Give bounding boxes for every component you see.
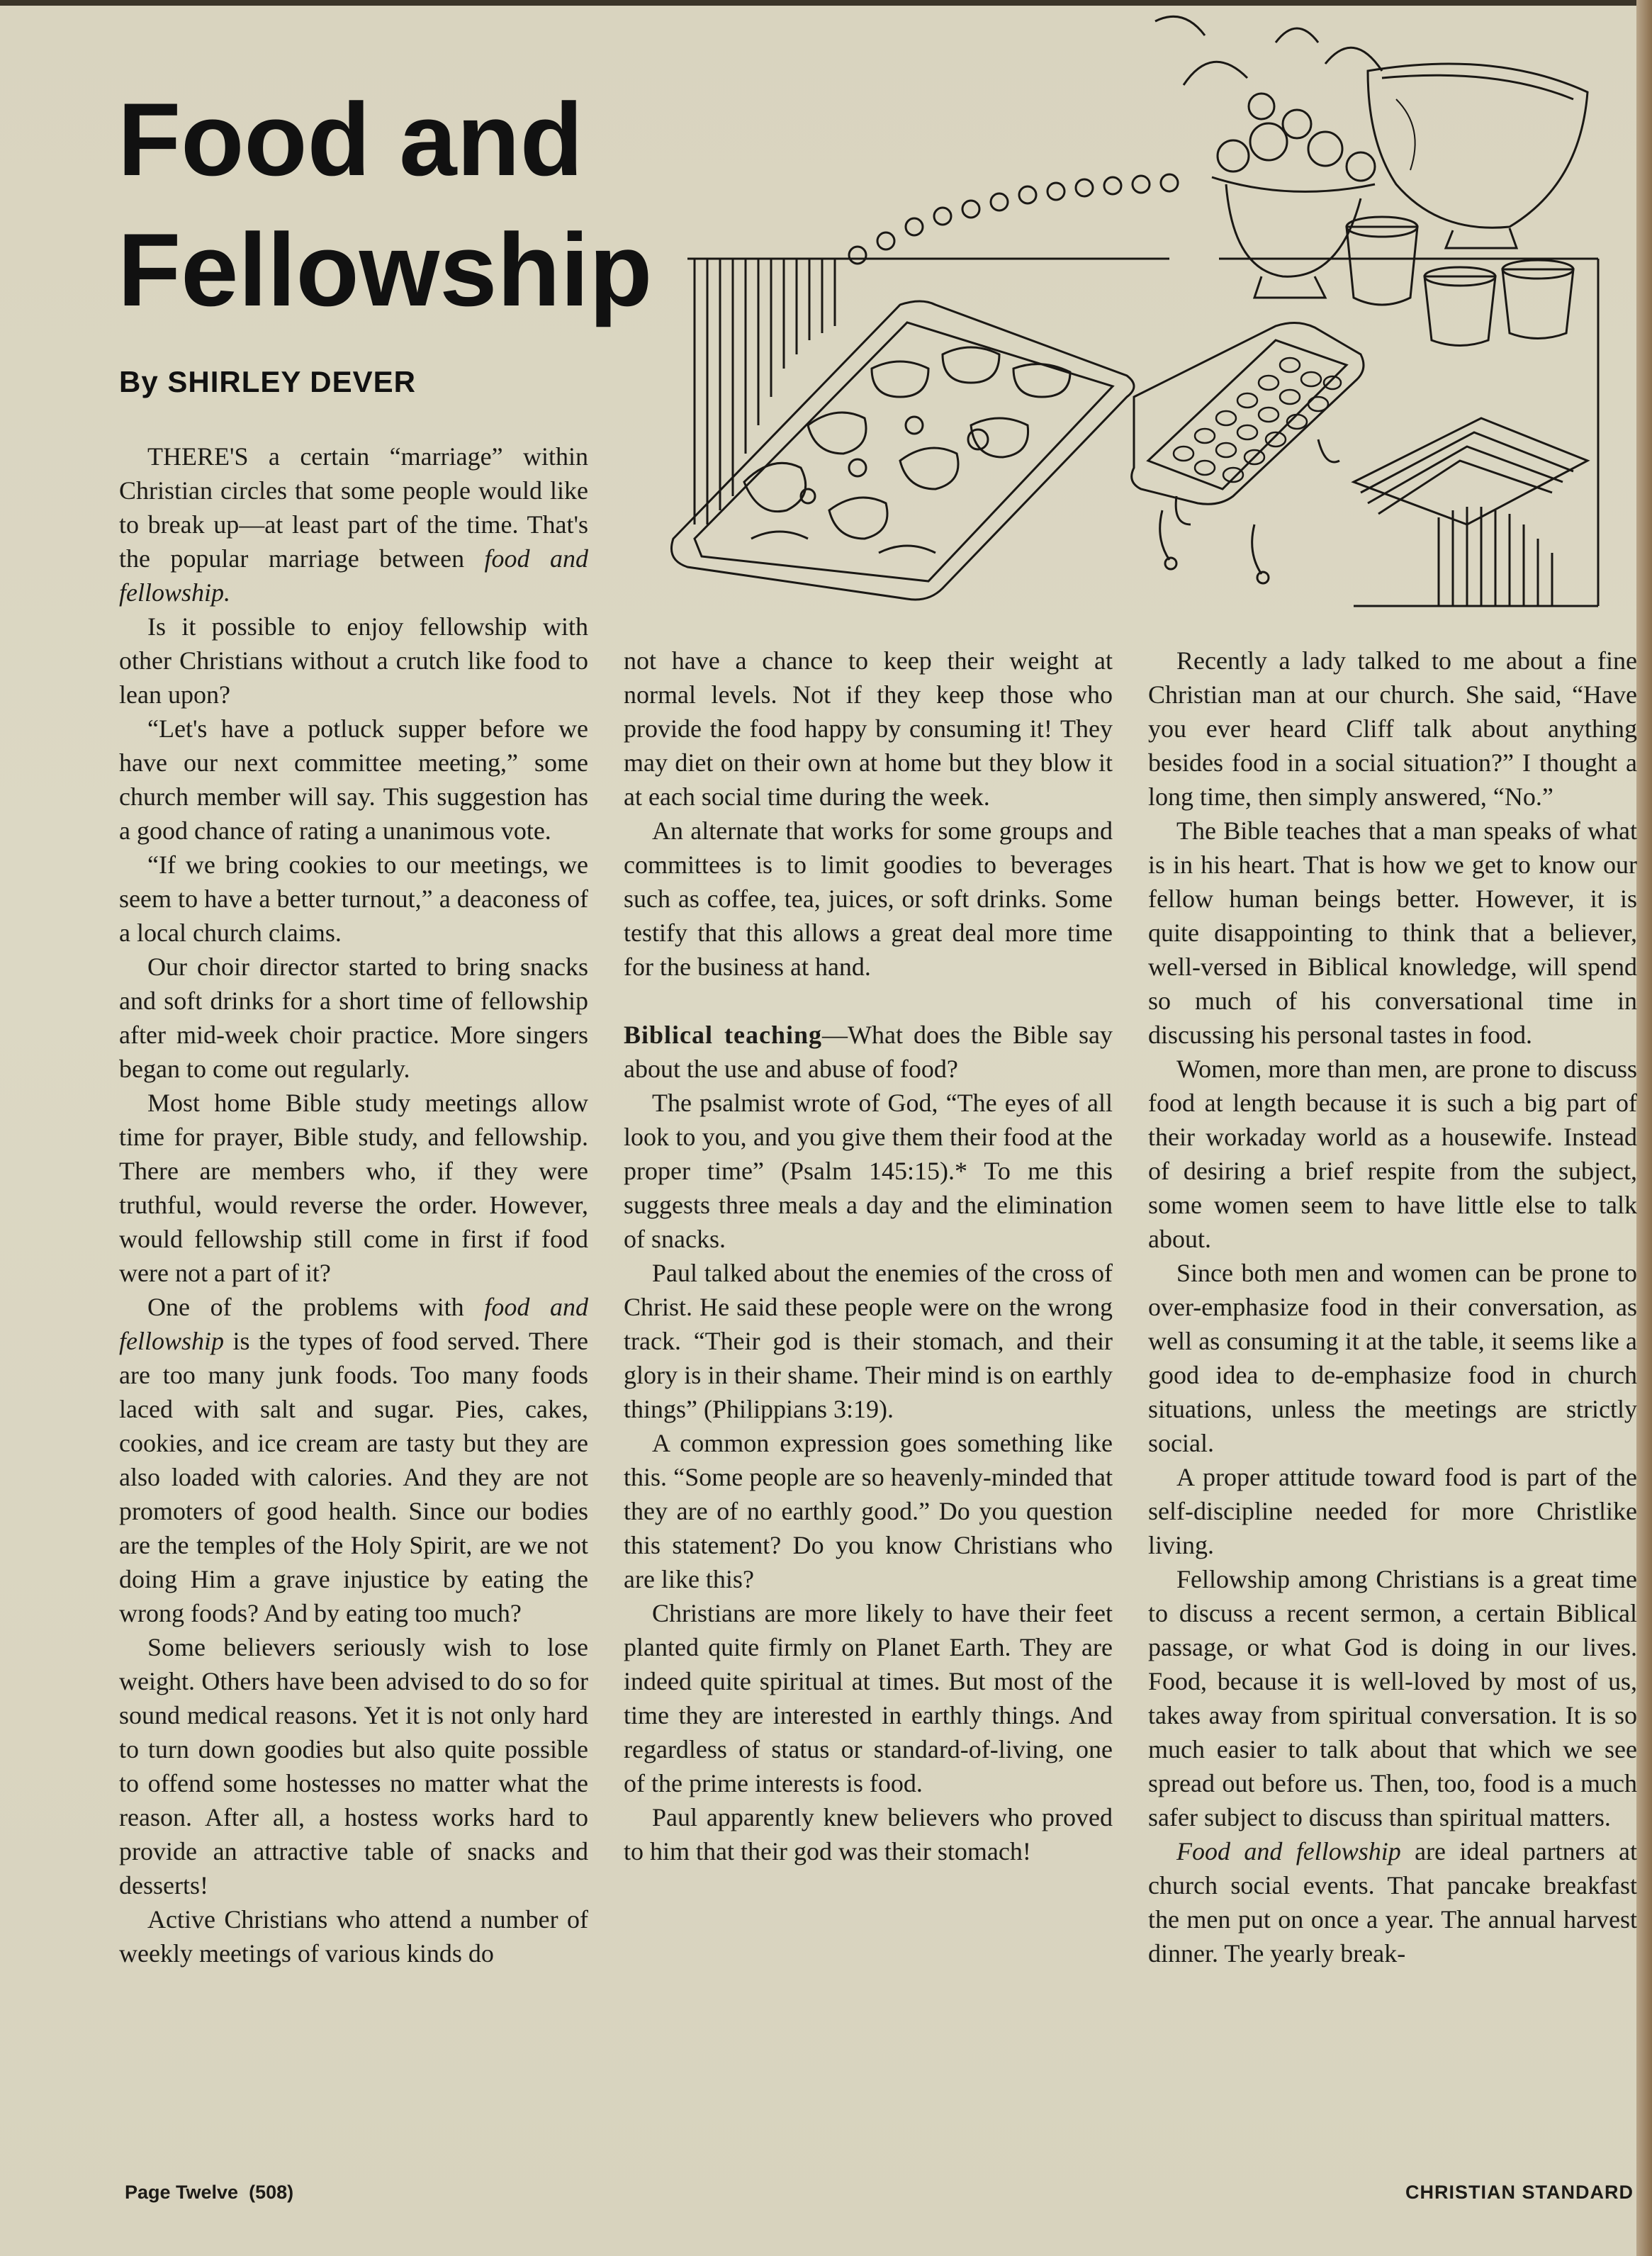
paragraph: not have a chance to keep their weight at normal levels. Not if they keep those who provide the food happy by consuming it! They may diet on their own at home but they blow it at each social time during the week. [624, 646, 1113, 811]
paragraph: The Bible teaches that a man speaks of what is in his heart. That is how we get to know our fellow human beings better. However, it is quite disappointing to think that a believer, well-versed in Biblical knowledge, will spend so much of his conversational time in discussing his personal tastes in food. [1148, 816, 1637, 1049]
title-line-1: Food and [118, 82, 583, 197]
fruit-bowl [1155, 16, 1382, 298]
title-line-2: Fellowship [118, 212, 653, 327]
paragraph [119, 1290, 588, 1630]
section-subhead: Biblical teaching [624, 1021, 823, 1049]
paragraph: Is it possible to enjoy fellowship with other Christians without a crutch like food to lean upon? [119, 612, 588, 709]
paragraph: Women, more than men, are prone to discuss food at length because it is such a big part of their workaday world as a housewife. Instead of desiring a brief respite from the subject, some women seem to have little else to talk about. [1148, 1055, 1637, 1253]
paragraph: A proper attitude toward food is part of the self-discipline needed for more Christlike living. [1148, 1463, 1637, 1559]
paragraph: Some believers seriously wish to lose weight. Others have been advised to do so for sound medical reasons. Yet it is not only hard to turn down goodies but also quite possible to offend some hostesses no matter what the reason. After all, a hostess works hard to provide an attractive table of snacks and desserts! [119, 1633, 588, 1899]
text-run: is the types of food served. There are too many junk foods. Too many foods laced with salt and sugar. Pies, cakes, cookies, and ice cream are tasty but they are also loaded with calories. And they are not promoters of good health. Since our bodies are the temples of the Holy Spirit, are we not doing Him a grave injustice by eating the wrong foods? And by eating too much? [119, 1327, 588, 1627]
page-number: (508) [249, 2182, 294, 2203]
text-run: —What does the Bible say about the use and abuse of food? [624, 1021, 1113, 1083]
cups [1347, 217, 1573, 346]
striped-backdrop-left [687, 259, 1169, 524]
paragraph: Fellowship among Christians is a great time to discuss a recent sermon, a certain Biblical passage, or what God is doing in our lives. Food, because it is well-loved by most of us, takes away from spiritual conversation. It is so much easier to talk about that which we see spread out before us. Then, too, food is a much safer subject to discuss than spiritual matters. [1148, 1565, 1637, 1831]
paragraph: Christians are more likely to have their feet planted quite firmly on Planet Earth. They are indeed quite spiritual at times. But most of the time they are interested in earthly things. And regardless of status or standard-of-living, one of the prime interests is food. [624, 1599, 1113, 1797]
emphasis: Food and fellowship [1176, 1837, 1401, 1865]
paragraph [1148, 1834, 1637, 1970]
paragraph: Since both men and women can be prone to over-emphasize food in their conversation, as well as consuming it at the table, it seems like a good idea to de-emphasize food in church situations, unless the meetings are strictly social. [1148, 1259, 1637, 1457]
page-label: Page Twelve [125, 2182, 239, 2203]
garland [849, 174, 1178, 264]
paragraph: A common expression goes something like this. “Some people are so heavenly-minded that they are of no earthly good.” Do you question this statement? Do you know Christians who are like this? [624, 1429, 1113, 1593]
text-run: THERE'S a certain “marriage” within Christian circles that some people would like to break up—at least part of the time. That's the popular marriage between [119, 442, 588, 573]
byline: By SHIRLEY DEVER [119, 365, 416, 398]
text-run: One of the problems with [147, 1293, 485, 1321]
emphasis: food and fellowship [119, 1293, 588, 1355]
page-footer-left [125, 2182, 293, 2204]
page-spine-edge [1636, 0, 1652, 2256]
napkins [1354, 418, 1588, 524]
article-column-2 [624, 644, 1113, 1868]
magazine-name: CHRISTIAN STANDARD [1405, 2182, 1634, 2203]
sandwich-tray [672, 301, 1135, 600]
paragraph: Active Christians who attend a number of weekly meetings of various kinds do [119, 1905, 588, 1968]
paragraph: “Let's have a potluck supper before we have our next committee meeting,” some church member will say. This suggestion has a good chance of rating a unanimous vote. [119, 714, 588, 845]
paragraph: Most home Bible study meetings allow time for prayer, Bible study, and fellowship. There are members who, if they were truthful, would reverse the order. However, would fellowship still come in first if food were not a part of it? [119, 1089, 588, 1287]
paragraph: Our choir director started to bring snacks and soft drinks for a short time of fellowship after mid-week choir practice. More singers began to come out regularly. [119, 953, 588, 1083]
punch-bowl [1368, 64, 1588, 248]
emphasis: food and fellowship. [119, 544, 588, 607]
paragraph: The psalmist wrote of God, “The eyes of all look to you, and you give them their food at the proper time” (Psalm 145:15).* To me this suggests three meals a day and the elimination of snacks. [624, 1089, 1113, 1253]
paragraph: Paul apparently knew believers who proved to him that their god was their stomach! [624, 1803, 1113, 1865]
paragraph: Paul talked about the enemies of the cross of Christ. He said these people were on the wrong track. “Their god is their stomach, and their glory is in their shame. Their mind is on earthly things” (Philippians 3:19). [624, 1259, 1113, 1423]
paragraph: “If we bring cookies to our meetings, we seem to have a better turnout,” a deaconess of a local church claims. [119, 851, 588, 947]
paragraph [624, 1018, 1113, 1086]
pan-legs [1160, 510, 1269, 583]
paragraph [119, 439, 588, 610]
article-column-1 [119, 439, 588, 1970]
food-table-illustration [645, 0, 1609, 624]
text-run: are ideal partners at church social events. That pancake breakfast the men put on once a year. The annual harvest dinner. The yearly break- [1148, 1837, 1637, 1968]
paragraph: An alternate that works for some groups and committees is to limit goodies to beverages such as coffee, tea, juices, or soft drinks. Some testify that this allows a great deal more time for the business at hand. [624, 816, 1113, 981]
paragraph: Recently a lady talked to me about a fine Christian man at our church. She said, “Have you ever heard Cliff talk about anything besides food in a social situation?” I thought a long time, then simply answered, “No.” [1148, 646, 1637, 811]
rolls-pan [1132, 322, 1364, 524]
article-title [118, 74, 656, 335]
article-column-3 [1148, 644, 1637, 1970]
